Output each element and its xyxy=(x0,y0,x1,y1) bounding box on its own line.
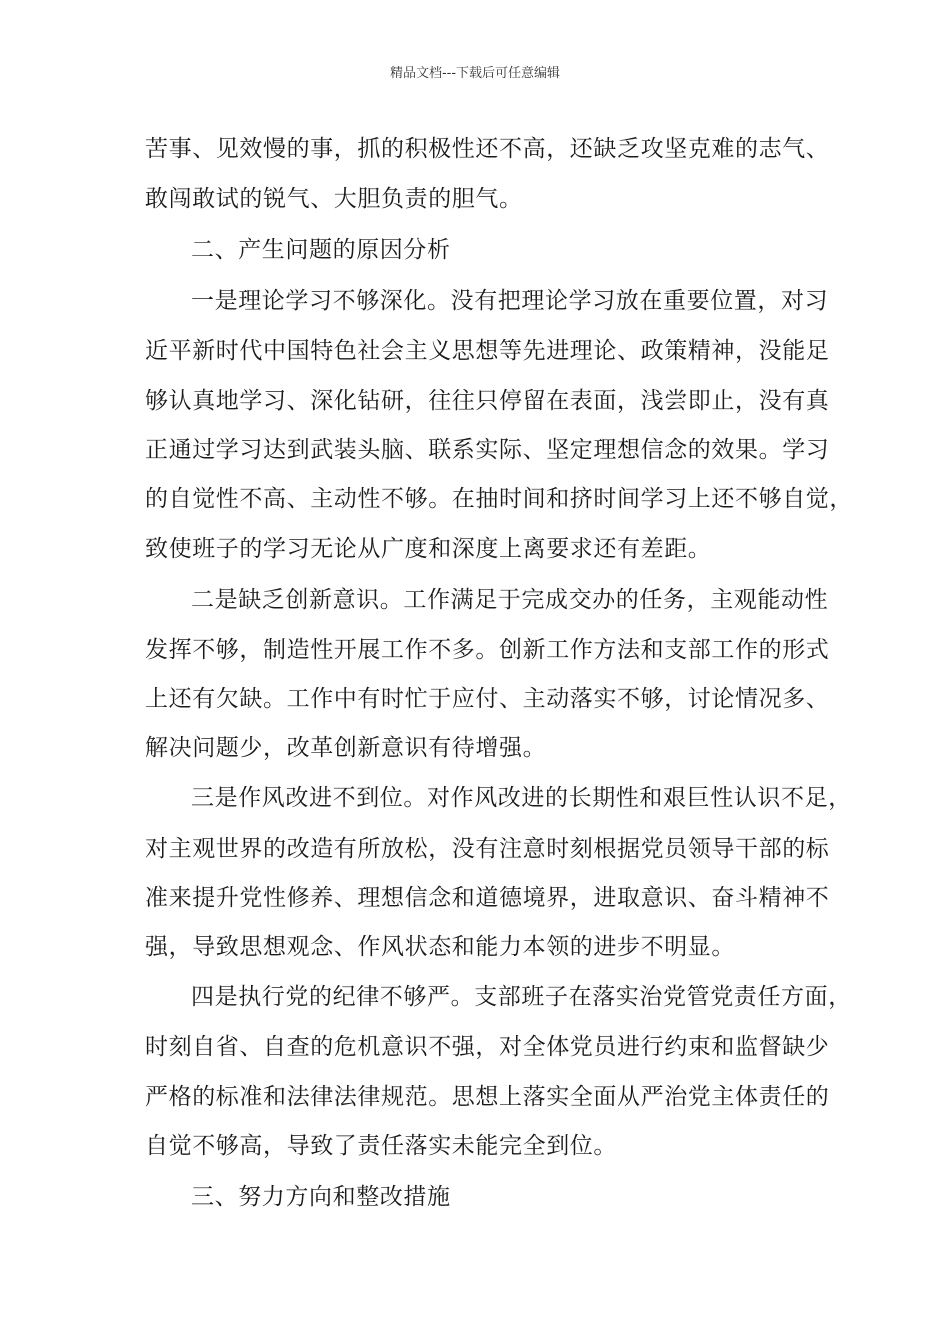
body-line: 苦事、见效慢的事，抓的积极性还不高，还缺乏攻坚克难的志气、 xyxy=(145,136,830,162)
body-line: 致使班子的学习无论从广度和深度上离要求还有差距。 xyxy=(145,536,712,562)
body-line: 上还有欠缺。工作中有时忙于应付、主动落实不够，讨论情况多、 xyxy=(145,686,830,712)
body-line: 近平新时代中国特色社会主义思想等先进理论、政策精神，没能足 xyxy=(145,338,830,364)
page-header: 精品文档---下载后可任意编辑 xyxy=(389,66,561,81)
paragraph-first-line: 二是缺乏创新意识。工作满足于完成交办的任务，主观能动性 xyxy=(191,587,829,613)
body-line: 发挥不够，制造性开展工作不多。创新工作方法和支部工作的形式 xyxy=(145,637,830,663)
body-line: 严格的标准和法律法律规范。思想上落实全面从严治党主体责任的 xyxy=(145,1084,830,1110)
body-line: 准来提升党性修养、理想信念和道德境界，进取意识、奋斗精神不 xyxy=(145,885,830,911)
body-line: 的自觉性不高、主动性不够。在抽时间和挤时间学习上还不够自觉， xyxy=(145,486,853,512)
body-line: 强，导致思想观念、作风状态和能力本领的进步不明显。 xyxy=(145,934,735,960)
body-line: 解决问题少，改革创新意识有待增强。 xyxy=(145,735,547,761)
body-line: 对主观世界的改造有所放松，没有注意时刻根据党员领导干部的标 xyxy=(145,836,830,862)
paragraph-first-line: 三是作风改进不到位。对作风改进的长期性和艰巨性认识不足， xyxy=(191,785,852,811)
body-line: 自觉不够高，导致了责任落实未能完全到位。 xyxy=(145,1133,617,1159)
body-line: 正通过学习达到武装头脑、联系实际、坚定理想信念的效果。学习 xyxy=(145,437,830,463)
section-heading: 三、努力方向和整改措施 xyxy=(191,1184,451,1210)
section-heading: 二、产生问题的原因分析 xyxy=(191,237,451,263)
paragraph-first-line: 四是执行党的纪律不够严。支部班子在落实治党管党责任方面， xyxy=(191,984,852,1010)
body-line: 时刻自省、自查的危机意识不强，对全体党员进行约束和监督缺少 xyxy=(145,1034,830,1060)
paragraph-first-line: 一是理论学习不够深化。没有把理论学习放在重要位置，对习 xyxy=(191,288,829,314)
body-line: 敢闯敢试的锐气、大胆负责的胆气。 xyxy=(145,186,523,212)
body-line: 够认真地学习、深化钻研，往往只停留在表面，浅尝即止，没有真 xyxy=(145,388,830,414)
